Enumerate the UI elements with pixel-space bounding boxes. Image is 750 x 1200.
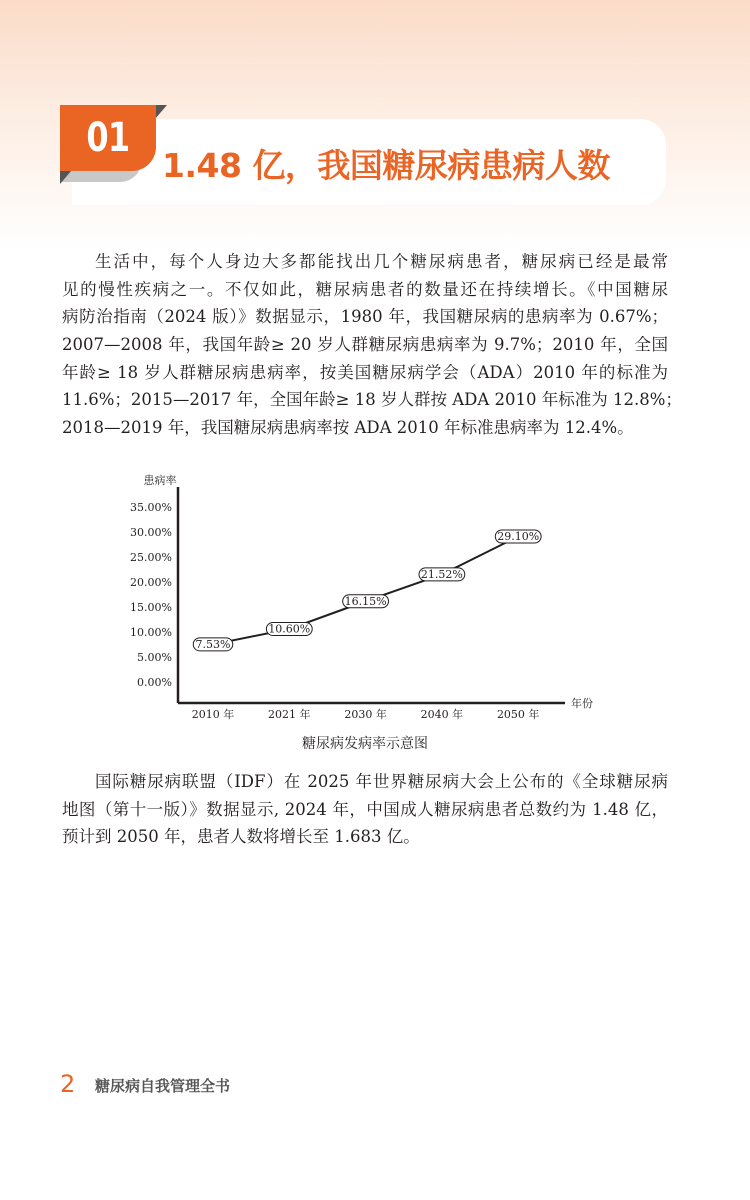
x-axis-label: 年份 xyxy=(571,697,593,710)
section-title: 1.48 亿，我国糖尿病患病人数 xyxy=(162,146,610,185)
data-label: 10.60% xyxy=(268,622,311,636)
data-line xyxy=(213,537,518,645)
chart-caption: 糖尿病发病率示意图 xyxy=(302,736,428,752)
y-axis-label: 患病率 xyxy=(143,474,177,487)
paragraph-1 xyxy=(62,248,682,442)
x-tick-label: 2010 年 xyxy=(191,708,235,721)
text-line: 生活中，每个人身边大多都能找出几个糖尿病患者，糖尿病已经是最常 xyxy=(95,252,668,271)
data-label: 29.10% xyxy=(497,530,540,543)
y-tick-label: 35.00% xyxy=(130,501,172,514)
text-line: 地图（第十一版）》数据显示, 2024 年，中国成人糖尿病患者总数约为 1.48 亿， xyxy=(62,799,668,819)
text-line: 2007—2008 年，我国年龄≥ 20 岁人群糖尿病患病率为 9.7%；2010 年，全国 xyxy=(62,335,668,355)
page-number: 2 xyxy=(60,1070,76,1098)
data-label: 7.53% xyxy=(195,637,231,651)
x-tick-label: 2040 年 xyxy=(420,708,464,721)
text-line: 11.6%；2015—2017 年，全国年龄≥ 18 岁人群按 ADA 2010 年标准为 12.8%； xyxy=(62,390,682,410)
paragraph-2 xyxy=(62,768,668,851)
section-number-badge xyxy=(60,105,156,171)
y-tick-label: 30.00% xyxy=(130,526,172,539)
badge-fold xyxy=(60,170,72,184)
text-line: 病防治指南（2024 版）》数据显示，1980 年，我国糖尿病的患病率为 0.67%； xyxy=(62,307,668,327)
prevalence-line-chart xyxy=(120,465,610,725)
text-line: 见的慢性疾病之一。不仅如此，糖尿病患者的数量还在持续增长。《中国糖尿 xyxy=(62,279,668,299)
section-number: 01 xyxy=(86,115,130,161)
x-tick-label: 2050 年 xyxy=(496,708,540,721)
data-label: 16.15% xyxy=(344,594,387,608)
x-tick-label: 2021 年 xyxy=(268,708,311,721)
y-tick-label: 15.00% xyxy=(130,601,172,614)
text-line: 国际糖尿病联盟（IDF）在 2025 年世界糖尿病大会上公布的《全球糖尿病 xyxy=(95,772,668,791)
text-line: 预计到 2050 年，患者人数将增长至 1.683 亿。 xyxy=(62,827,420,847)
text-line: 2018—2019 年，我国糖尿病患病率按 ADA 2010 年标准患病率为 12.4%。 xyxy=(62,418,634,438)
badge-fold xyxy=(155,105,167,119)
y-tick-label: 20.00% xyxy=(130,576,172,589)
y-tick-label: 5.00% xyxy=(137,651,172,664)
text-line: 年龄≥ 18 岁人群糖尿病患病率，按美国糖尿病学会（ADA）2010 年的标准为 xyxy=(62,362,668,382)
y-tick-label: 0.00% xyxy=(137,676,172,689)
book-title: 糖尿病自我管理全书 xyxy=(95,1077,231,1095)
x-tick-label: 2030 年 xyxy=(344,708,387,721)
y-tick-label: 25.00% xyxy=(130,551,172,564)
y-tick-label: 10.00% xyxy=(130,626,172,639)
data-label: 21.52% xyxy=(420,567,463,581)
